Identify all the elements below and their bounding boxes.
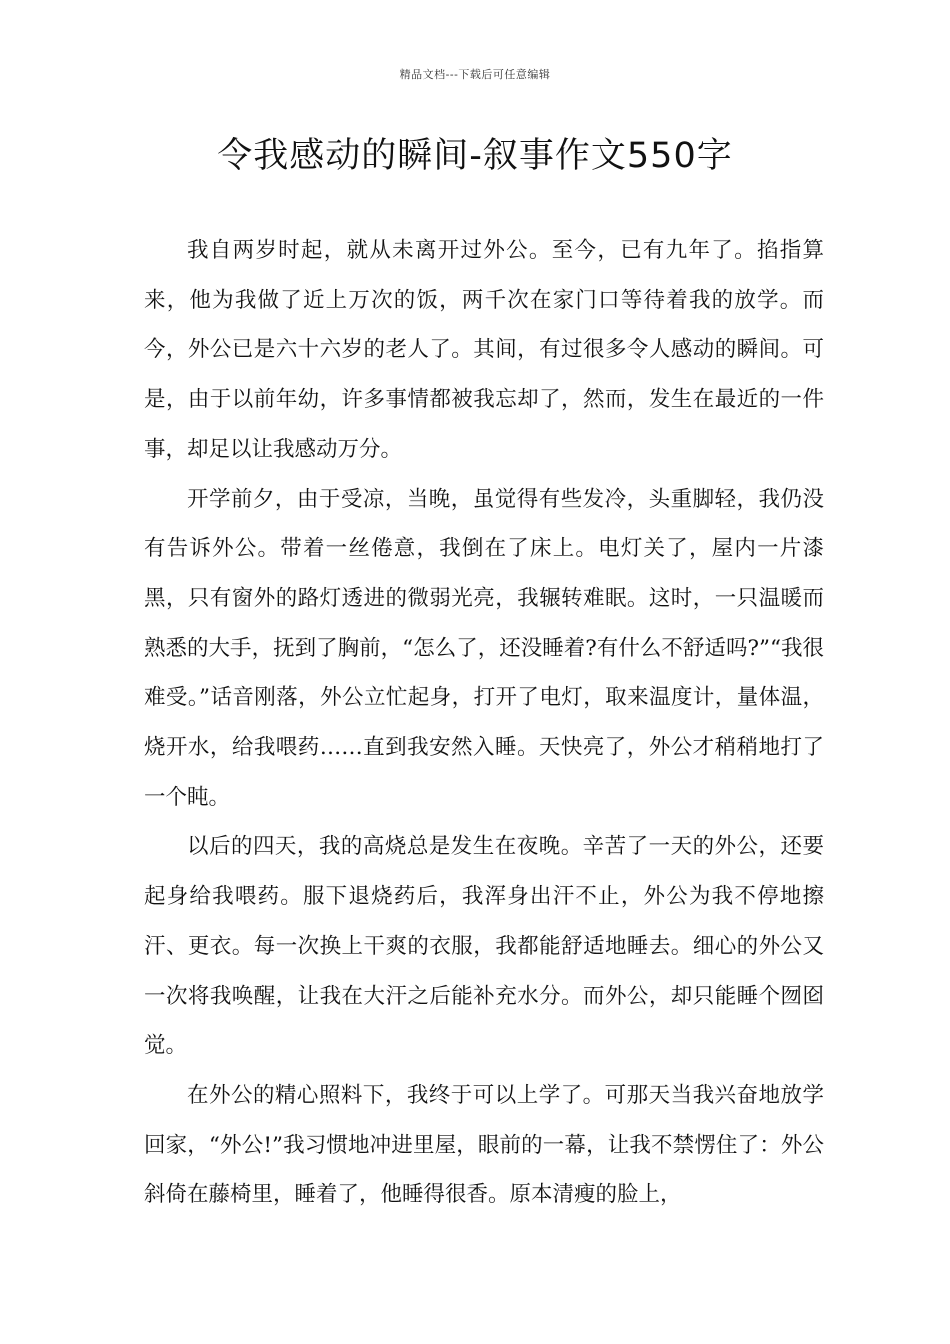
paragraph-2: 开学前夕，由于受凉，当晚，虽觉得有些发冷，头重脚轻，我仍没有告诉外公。带着一丝倦意，我倒在了床上。电灯关了，屋内一片漆黑，只有窗外的路灯透进的微弱光亮，我辗转难眠。这时，一只温暖而熟悉的大手，抚到了胸前，“怎么了，还没睡着?有什么不舒适吗?”“我很难受。”话音刚落，外公立忙起身，打开了电灯，取来温度计，量体温，烧开水，给我喂药……直到我安然入睡。天快亮了，外公才稍稍地打了一个盹。 [144,486,824,810]
document-title: 令我感动的瞬间-叙事作文550字 [217,136,733,176]
document-body [144,226,824,1220]
page-header-note: 精品文档---下载后可任意编辑 [399,68,551,81]
paragraph-3: 以后的四天，我的高烧总是发生在夜晚。辛苦了一天的外公，还要起身给我喂药。服下退烧药后，我浑身出汗不止，外公为我不停地擦汗、更衣。每一次换上干爽的衣服，我都能舒适地睡去。细心的外公又一次将我唤醒，让我在大汗之后能补充水分。而外公，却只能睡个囫囵觉。 [144,834,824,1059]
paragraph-1: 我自两岁时起，就从未离开过外公。至今，已有九年了。掐指算来，他为我做了近上万次的饭，两千次在家门口等待着我的放学。而今，外公已是六十六岁的老人了。其间，有过很多令人感动的瞬间。可是，由于以前年幼，许多事情都被我忘却了，然而，发生在最近的一件事，却足以让我感动万分。 [144,238,824,462]
paragraph-4: 在外公的精心照料下，我终于可以上学了。可那天当我兴奋地放学回家，“外公!”我习惯地冲进里屋，眼前的一幕，让我不禁愣住了：外公斜倚在藤椅里，睡着了，他睡得很香。原本清瘦的脸上， [144,1082,824,1208]
